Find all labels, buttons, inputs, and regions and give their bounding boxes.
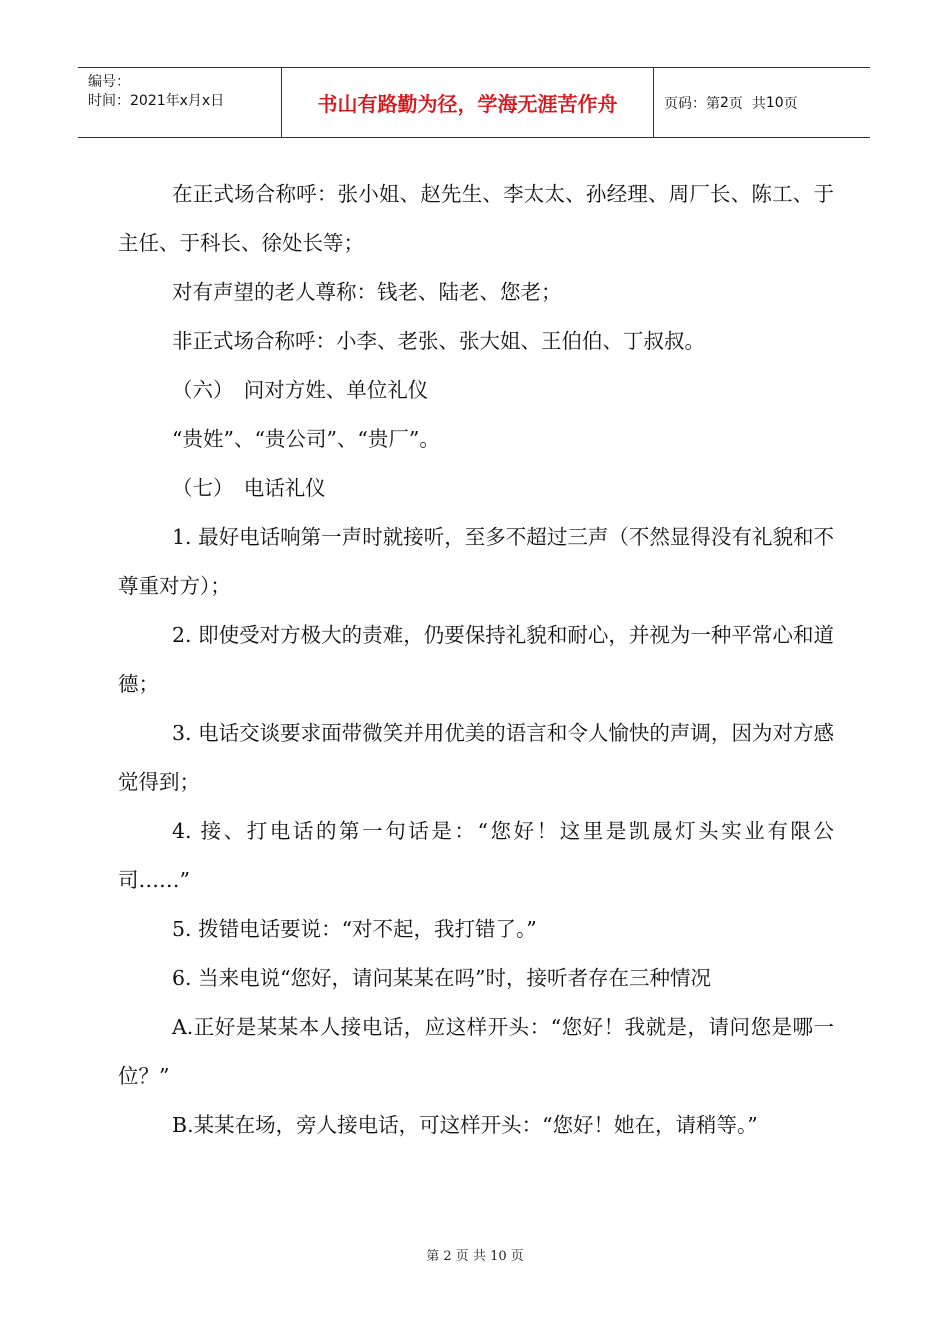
- page-info-middle: 页 共: [728, 95, 766, 112]
- page-info-suffix: 页: [783, 95, 798, 112]
- page-footer: [0, 1245, 950, 1264]
- paragraph: 非正式场合称呼：小李、老张、张大姐、王伯伯、丁叔叔。: [172, 329, 705, 353]
- footer-page-total: 10: [490, 1249, 507, 1264]
- list-item: 5. 拨错电话要说：“对不起，我打错了。”: [172, 917, 537, 941]
- sub-item: A.正好是某某本人接电话，应这样开头：“您好！我就是，请问您是哪一位？”: [118, 1015, 834, 1088]
- page-info-current: 2: [720, 94, 729, 111]
- list-item: 2. 即使受对方极大的责难，仍要保持礼貌和耐心，并视为一种平常心和道德；: [118, 623, 834, 696]
- page-info-total: 10: [765, 94, 784, 111]
- document-number-label: 编号：: [88, 74, 130, 90]
- section-heading: （六） 问对方姓、单位礼仪: [172, 378, 429, 402]
- page-header: [78, 67, 870, 138]
- list-item: 4. 接、打电话的第一句话是：“您好！这里是凯晟灯头实业有限公司……”: [118, 819, 834, 892]
- page-info-prefix: 页码：第: [664, 95, 720, 112]
- paragraph: “贵姓”、“贵公司”、“贵厂”。: [172, 427, 440, 451]
- header-meta: [78, 68, 282, 137]
- document-body: [118, 170, 834, 1150]
- paragraph: 在正式场合称呼：张小姐、赵先生、李太太、孙经理、周厂长、陈工、于主任、于科长、徐处长等；: [118, 182, 834, 255]
- footer-prefix: 第: [426, 1249, 444, 1264]
- paragraph: 对有声望的老人尊称：钱老、陆老、您老；: [172, 280, 562, 304]
- sub-item: B.某某在场，旁人接电话，可这样开头：“您好！她在，请稍等。”: [172, 1113, 758, 1137]
- document-time-label: 时间：2021年x月x日: [88, 93, 225, 109]
- list-item: 6. 当来电说“您好，请问某某在吗”时，接听者存在三种情况: [172, 966, 712, 990]
- footer-page-current: 2: [443, 1249, 452, 1264]
- list-item: 1. 最好电话响第一声时就接听，至多不超过三声（不然显得没有礼貌和不尊重对方）；: [118, 525, 834, 598]
- header-page-info: [654, 68, 870, 137]
- section-heading: （七） 电话礼仪: [172, 476, 326, 500]
- header-motto: 书山有路勤为径，学海无涯苦作舟: [282, 68, 654, 137]
- footer-middle: 页 共: [451, 1249, 491, 1264]
- list-item: 3. 电话交谈要求面带微笑并用优美的语言和令人愉快的声调，因为对方感觉得到；: [118, 721, 834, 794]
- footer-suffix: 页: [506, 1249, 524, 1264]
